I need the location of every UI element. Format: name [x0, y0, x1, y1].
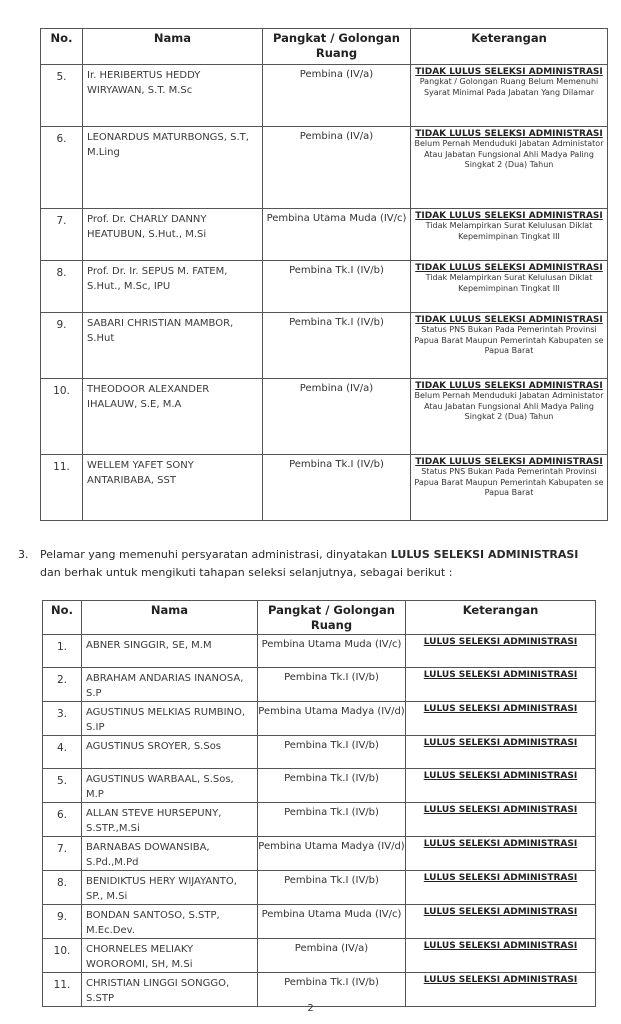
row-keterangan	[411, 261, 608, 313]
row-no: 2.	[43, 668, 82, 702]
row-pangkat: Pembina Tk.I (IV/b)	[263, 261, 411, 313]
table-row	[43, 668, 596, 702]
row-pangkat: Pembina (IV/a)	[263, 379, 411, 455]
status-note: Tidak Melampirkan Surat Kelulusan Diklat Kepemimpinan Tingkat III	[425, 221, 593, 241]
table-row	[43, 635, 596, 668]
row-keterangan	[406, 939, 596, 973]
row-keterangan	[406, 702, 596, 736]
header-pangkat: Pangkat / Golongan Ruang	[258, 601, 406, 635]
row-keterangan	[411, 65, 608, 127]
status-label: LULUS SELEKSI ADMINISTRASI	[423, 771, 578, 781]
tidak-lulus-table	[40, 28, 608, 521]
row-no: 7.	[41, 209, 83, 261]
row-no: 5.	[43, 769, 82, 803]
status-note: Status PNS Bukan Pada Pemerintah Provinsi Papua Barat Maupun Pemerintah Kabupaten se Papua Barat	[414, 467, 604, 497]
row-no: 11.	[43, 973, 82, 1007]
header-no: No.	[43, 601, 82, 635]
row-keterangan	[406, 803, 596, 837]
row-no: 6.	[41, 127, 83, 209]
row-nama: LEONARDUS MATURBONGS, S.T, M.Ling	[83, 127, 263, 209]
row-nama: CHRISTIAN LINGGI SONGGO, S.STP	[82, 973, 258, 1007]
row-nama: BONDAN SANTOSO, S.STP, M.Ec.Dev.	[82, 905, 258, 939]
row-pangkat: Pembina Utama Muda (IV/c)	[258, 635, 406, 668]
header-nama: Nama	[82, 601, 258, 635]
row-nama: ALLAN STEVE HURSEPUNY, S.STP.,M.Si	[82, 803, 258, 837]
status-label: TIDAK LULUS SELEKSI ADMINISTRASI	[415, 457, 603, 467]
status-label: TIDAK LULUS SELEKSI ADMINISTRASI	[415, 315, 603, 325]
status-label: TIDAK LULUS SELEKSI ADMINISTRASI	[415, 211, 603, 221]
status-note: Status PNS Bukan Pada Pemerintah Provinsi Papua Barat Maupun Pemerintah Kabupaten se Papua Barat	[414, 325, 604, 355]
paragraph-number: 3.	[18, 548, 29, 561]
row-pangkat: Pembina Tk.I (IV/b)	[258, 736, 406, 769]
status-label: TIDAK LULUS SELEKSI ADMINISTRASI	[415, 381, 603, 391]
table-row	[41, 313, 608, 379]
row-no: 10.	[43, 939, 82, 973]
row-pangkat: Pembina Utama Muda (IV/c)	[263, 209, 411, 261]
row-no: 8.	[41, 261, 83, 313]
row-no: 10.	[41, 379, 83, 455]
status-label: LULUS SELEKSI ADMINISTRASI	[423, 873, 578, 883]
row-no: 8.	[43, 871, 82, 905]
row-nama: AGUSTINUS SROYER, S.Sos	[82, 736, 258, 769]
row-pangkat: Pembina Utama Madya (IV/d)	[258, 702, 406, 736]
table-row	[43, 769, 596, 803]
row-keterangan	[406, 769, 596, 803]
row-nama: BENIDIKTUS HERY WIJAYANTO, SP., M.Si	[82, 871, 258, 905]
table-header-row	[41, 29, 608, 65]
row-keterangan	[406, 905, 596, 939]
row-pangkat: Pembina Utama Muda (IV/c)	[258, 905, 406, 939]
row-keterangan	[411, 209, 608, 261]
row-nama: CHORNELES MELIAKY WOROROMI, SH, M.Si	[82, 939, 258, 973]
status-note: Pangkat / Golongan Ruang Belum Memenuhi Syarat Minimal Pada Jabatan Yang Dilamar	[419, 77, 599, 97]
row-keterangan	[406, 871, 596, 905]
row-nama: ABNER SINGGIR, SE, M.M	[82, 635, 258, 668]
row-nama: AGUSTINUS WARBAAL, S.Sos, M.P	[82, 769, 258, 803]
table-row	[43, 803, 596, 837]
row-nama: Prof. Dr. CHARLY DANNY HEATUBUN, S.Hut., M.Si	[83, 209, 263, 261]
row-keterangan	[406, 635, 596, 668]
status-label: LULUS SELEKSI ADMINISTRASI	[423, 704, 578, 714]
table-row	[43, 905, 596, 939]
table-row	[41, 379, 608, 455]
row-nama: SABARI CHRISTIAN MAMBOR, S.Hut	[83, 313, 263, 379]
row-pangkat: Pembina (IV/a)	[258, 939, 406, 973]
header-pangkat: Pangkat / Golongan Ruang	[263, 29, 411, 65]
header-keterangan: Keterangan	[406, 601, 596, 635]
row-nama: AGUSTINUS MELKIAS RUMBINO, S.IP	[82, 702, 258, 736]
row-pangkat: Pembina Tk.I (IV/b)	[258, 769, 406, 803]
table-row	[41, 209, 608, 261]
header-no: No.	[41, 29, 83, 65]
lulus-table	[42, 600, 596, 1007]
row-nama: THEODOOR ALEXANDER IHALAUW, S.E, M.A	[83, 379, 263, 455]
row-pangkat: Pembina (IV/a)	[263, 127, 411, 209]
row-pangkat: Pembina Utama Madya (IV/d)	[258, 837, 406, 871]
row-nama: Prof. Dr. Ir. SEPUS M. FATEM, S.Hut., M.Sc, IPU	[83, 261, 263, 313]
table-row	[41, 261, 608, 313]
row-no: 1.	[43, 635, 82, 668]
table-row	[43, 736, 596, 769]
header-nama: Nama	[83, 29, 263, 65]
row-no: 9.	[41, 313, 83, 379]
page-number: 2	[307, 1003, 314, 1014]
table-row	[43, 871, 596, 905]
status-label: LULUS SELEKSI ADMINISTRASI	[423, 907, 578, 917]
status-note: Belum Pernah Menduduki Jabatan Administator Atau Jabatan Fungsional Ahli Madya Paling Singkat 2 (Dua) Tahun	[414, 391, 604, 421]
row-keterangan	[406, 837, 596, 871]
status-label: LULUS SELEKSI ADMINISTRASI	[423, 637, 578, 647]
status-label: TIDAK LULUS SELEKSI ADMINISTRASI	[415, 129, 603, 139]
row-pangkat: Pembina Tk.I (IV/b)	[258, 803, 406, 837]
status-label: LULUS SELEKSI ADMINISTRASI	[423, 670, 578, 680]
row-nama: Ir. HERIBERTUS HEDDY WIRYAWAN, S.T. M.Sc	[83, 65, 263, 127]
status-note: Tidak Melampirkan Surat Kelulusan Diklat Kepemimpinan Tingkat III	[425, 273, 593, 293]
header-keterangan: Keterangan	[411, 29, 608, 65]
row-pangkat: Pembina Tk.I (IV/b)	[263, 455, 411, 521]
status-label: LULUS SELEKSI ADMINISTRASI	[423, 839, 578, 849]
row-keterangan	[406, 736, 596, 769]
row-no: 9.	[43, 905, 82, 939]
row-nama: WELLEM YAFET SONY ANTARIBABA, SST	[83, 455, 263, 521]
row-pangkat: Pembina Tk.I (IV/b)	[258, 668, 406, 702]
row-no: 7.	[43, 837, 82, 871]
paragraph-text: Pelamar yang memenuhi persyaratan administrasi, dinyatakan	[40, 548, 391, 561]
row-keterangan	[411, 127, 608, 209]
section-3-paragraph	[18, 546, 618, 582]
row-no: 5.	[41, 65, 83, 127]
row-keterangan	[406, 973, 596, 1007]
row-nama: BARNABAS DOWANSIBA, S.Pd.,M.Pd	[82, 837, 258, 871]
table-row	[41, 127, 608, 209]
row-no: 4.	[43, 736, 82, 769]
row-keterangan	[411, 455, 608, 521]
status-label: LULUS SELEKSI ADMINISTRASI	[423, 805, 578, 815]
row-no: 11.	[41, 455, 83, 521]
status-label: TIDAK LULUS SELEKSI ADMINISTRASI	[415, 67, 603, 77]
status-label: LULUS SELEKSI ADMINISTRASI	[423, 941, 578, 951]
status-label: LULUS SELEKSI ADMINISTRASI	[423, 738, 578, 748]
status-label: TIDAK LULUS SELEKSI ADMINISTRASI	[415, 263, 603, 273]
row-pangkat: Pembina Tk.I (IV/b)	[263, 313, 411, 379]
table-row	[41, 65, 608, 127]
status-note: Belum Pernah Menduduki Jabatan Administator Atau Jabatan Fungsional Ahli Madya Paling Singkat 2 (Dua) Tahun	[414, 139, 604, 169]
row-keterangan	[411, 379, 608, 455]
paragraph-text-continued: dan berhak untuk mengikuti tahapan seleksi selanjutnya, sebagai berikut :	[40, 566, 453, 579]
row-pangkat: Pembina Tk.I (IV/b)	[258, 871, 406, 905]
table-row	[43, 837, 596, 871]
table-row	[43, 973, 596, 1007]
row-nama: ABRAHAM ANDARIAS INANOSA, S.P	[82, 668, 258, 702]
row-no: 3.	[43, 702, 82, 736]
table-row	[43, 939, 596, 973]
paragraph-bold: LULUS SELEKSI ADMINISTRASI	[390, 548, 579, 561]
table-header-row	[43, 601, 596, 635]
row-keterangan	[406, 668, 596, 702]
row-pangkat: Pembina (IV/a)	[263, 65, 411, 127]
table-row	[41, 455, 608, 521]
status-label: LULUS SELEKSI ADMINISTRASI	[423, 975, 578, 985]
table-row	[43, 702, 596, 736]
row-keterangan	[411, 313, 608, 379]
row-pangkat: Pembina Tk.I (IV/b)	[258, 973, 406, 1007]
row-no: 6.	[43, 803, 82, 837]
